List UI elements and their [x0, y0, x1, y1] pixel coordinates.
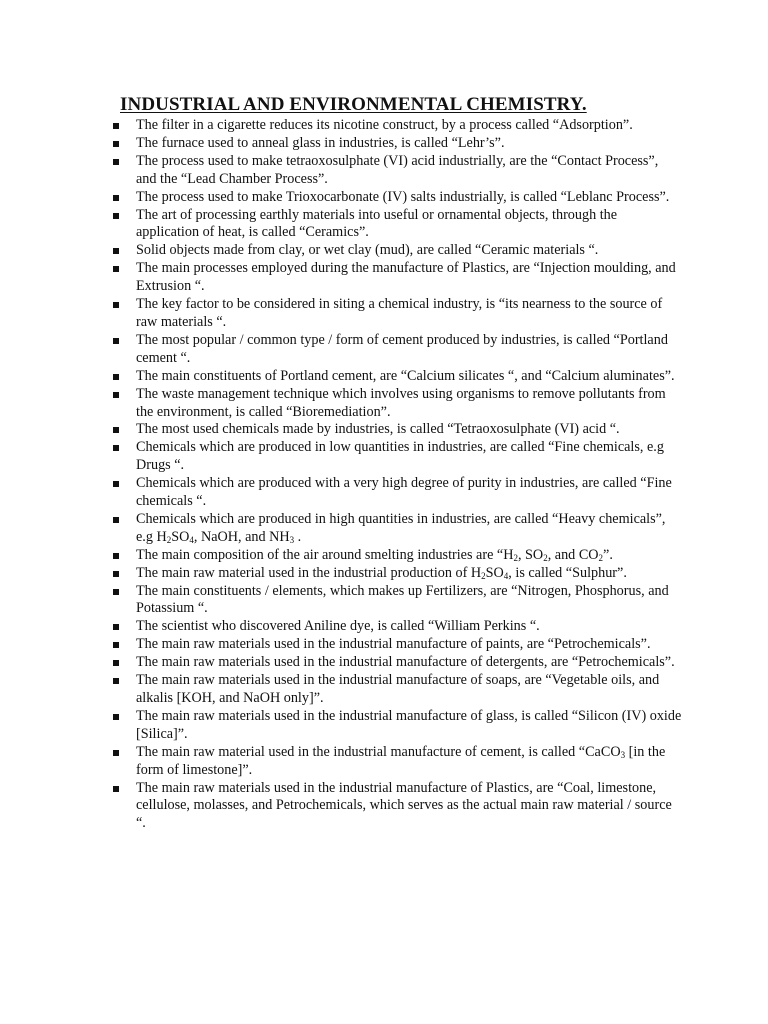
list-item-text: Solid objects made from clay, or wet clay (mud), are called “Ceramic materials “. [136, 242, 599, 259]
list-item [0, 260, 682, 296]
square-bullet-icon [113, 786, 119, 792]
list-item-text: Chemicals which are produced with a very high degree of purity in industries, are called “Fine chemicals “. [136, 475, 672, 510]
text-segment: , is called “Sulphur”. [508, 564, 627, 581]
text-segment: ”. [603, 546, 613, 563]
text-segment: . [294, 528, 302, 545]
subscript: 4 [503, 570, 509, 581]
subscript: 2 [513, 552, 518, 563]
list-item [0, 439, 682, 475]
square-bullet-icon [113, 123, 119, 129]
text-segment: [in the form of limestone]”. [136, 743, 666, 778]
list-item [0, 386, 682, 422]
list-item [0, 565, 682, 583]
square-bullet-icon [113, 660, 119, 666]
list-item-text: The filter in a cigarette reduces its nicotine construct, by a process called “Adsorption”. [136, 117, 633, 133]
square-bullet-icon [113, 750, 119, 756]
list-item [0, 475, 682, 511]
list-item [0, 547, 682, 565]
list-item [0, 296, 682, 332]
list-item [0, 368, 682, 386]
square-bullet-icon [113, 248, 119, 254]
list-item [0, 207, 682, 243]
subscript: 3 [620, 749, 626, 760]
list-item-text: The key factor to be considered in siting a chemical industry, is “its nearness to the source of raw materials “. [136, 296, 663, 330]
square-bullet-icon [113, 427, 119, 433]
list-item-text: The process used to make tetraoxosulphate (VI) acid industrially, are the “Contact Process”, and the “Lead Chamber Process”. [136, 152, 659, 187]
subscript: 2 [481, 570, 486, 581]
list-item-text: The main constituents of Portland cement, are “Calcium silicates “, and “Calcium aluminates”. [136, 367, 675, 384]
square-bullet-icon [113, 266, 119, 272]
list-item-text: The main raw materials used in the industrial manufacture of soaps, are “Vegetable oils, and alkalis [KOH, and NaOH only]”. [136, 672, 660, 706]
square-bullet-icon [113, 392, 119, 398]
list-item [0, 189, 682, 207]
square-bullet-icon [113, 374, 119, 380]
text-segment: Chemicals which are produced in high quantities in industries, are called “Heavy chemicals”, e.g H [136, 510, 666, 545]
list-item [0, 583, 682, 619]
list-item [0, 421, 682, 439]
list-item-text: The main raw materials used in the industrial manufacture of detergents, are “Petrochemicals”. [136, 654, 675, 671]
square-bullet-icon [113, 141, 119, 147]
square-bullet-icon [113, 589, 119, 595]
list-item-text [136, 744, 665, 778]
square-bullet-icon [113, 213, 119, 219]
square-bullet-icon [113, 678, 119, 684]
list-item [0, 708, 682, 744]
square-bullet-icon [113, 571, 119, 577]
page-title: INDUSTRIAL AND ENVIRONMENTAL CHEMISTRY. [120, 94, 587, 115]
fact-list [0, 117, 768, 833]
list-item [0, 618, 682, 636]
text-segment: SO [485, 564, 504, 581]
list-item [0, 654, 682, 672]
list-item [0, 135, 682, 153]
subscript: 2 [166, 534, 172, 545]
square-bullet-icon [113, 642, 119, 648]
square-bullet-icon [113, 445, 119, 451]
list-item-text [136, 511, 665, 545]
list-item-text: The main raw materials used in the industrial manufacture of glass, is called “Silicon (IV) oxide [Silica]”. [136, 707, 682, 742]
square-bullet-icon [113, 302, 119, 308]
square-bullet-icon [113, 159, 119, 165]
square-bullet-icon [113, 553, 119, 559]
list-item-text [136, 565, 627, 581]
subscript: 4 [189, 534, 194, 545]
square-bullet-icon [113, 714, 119, 720]
subscript: 3 [289, 534, 295, 545]
text-segment: , NaOH, and NH [193, 528, 290, 545]
list-item-text: The process used to make Trioxocarbonate (IV) salts industrially, is called “Leblanc Process”. [136, 188, 670, 205]
list-item-text: The main raw materials used in the industrial manufacture of paints, are “Petrochemicals”. [136, 636, 651, 653]
square-bullet-icon [113, 195, 119, 201]
list-item [0, 153, 682, 189]
list-item-text [136, 547, 613, 563]
text-segment: The main composition of the air around smelting industries are “H [136, 546, 514, 563]
list-item [0, 636, 682, 654]
text-segment: , SO [517, 546, 544, 563]
subscript: 2 [543, 552, 548, 563]
list-item [0, 511, 682, 547]
list-item [0, 744, 682, 780]
list-item [0, 117, 682, 135]
list-item-text: The most used chemicals made by industries, is called “Tetraoxosulphate (VI) acid “. [136, 421, 620, 438]
list-item [0, 780, 682, 834]
text-segment: SO [171, 528, 190, 545]
list-item-text: The main processes employed during the manufacture of Plastics, are “Injection moulding, and Extrusion “. [136, 260, 676, 295]
list-item-text: The main constituents / elements, which makes up Fertilizers, are “Nitrogen, Phosphorus, and Potassium “. [136, 582, 669, 617]
text-segment: The main raw material used in the industrial production of H [136, 564, 482, 581]
list-item [0, 242, 682, 260]
list-item-text: The art of processing earthly materials into useful or ornamental objects, through the application of heat, is called “Ceramics”. [136, 206, 618, 241]
square-bullet-icon [113, 338, 119, 344]
list-item-text: The furnace used to anneal glass in industries, is called “Lehr’s”. [136, 134, 505, 151]
text-segment: , and CO [547, 546, 599, 563]
list-item-text: The main raw materials used in the industrial manufacture of Plastics, are “Coal, limestone, cellulose, molasses, and Petrochemicals, which serves as the actual main raw material / source “. [136, 779, 672, 832]
subscript: 2 [598, 552, 604, 563]
list-item [0, 332, 682, 368]
list-item-text: The waste management technique which involves using organisms to remove pollutants from the environment, is called “Bioremediation”. [136, 385, 666, 420]
list-item-text: The scientist who discovered Aniline dye, is called “William Perkins “. [136, 618, 540, 635]
list-item [0, 672, 682, 708]
text-segment: The main raw material used in the industrial manufacture of cement, is called “CaCO [136, 743, 621, 760]
square-bullet-icon [113, 481, 119, 487]
list-item-text: The most popular / common type / form of cement produced by industries, is called “Portland cement “. [136, 331, 668, 366]
list-item-text: Chemicals which are produced in low quantities in industries, are called “Fine chemicals, e.g Drugs “. [136, 439, 664, 474]
square-bullet-icon [113, 517, 119, 523]
square-bullet-icon [113, 624, 119, 630]
